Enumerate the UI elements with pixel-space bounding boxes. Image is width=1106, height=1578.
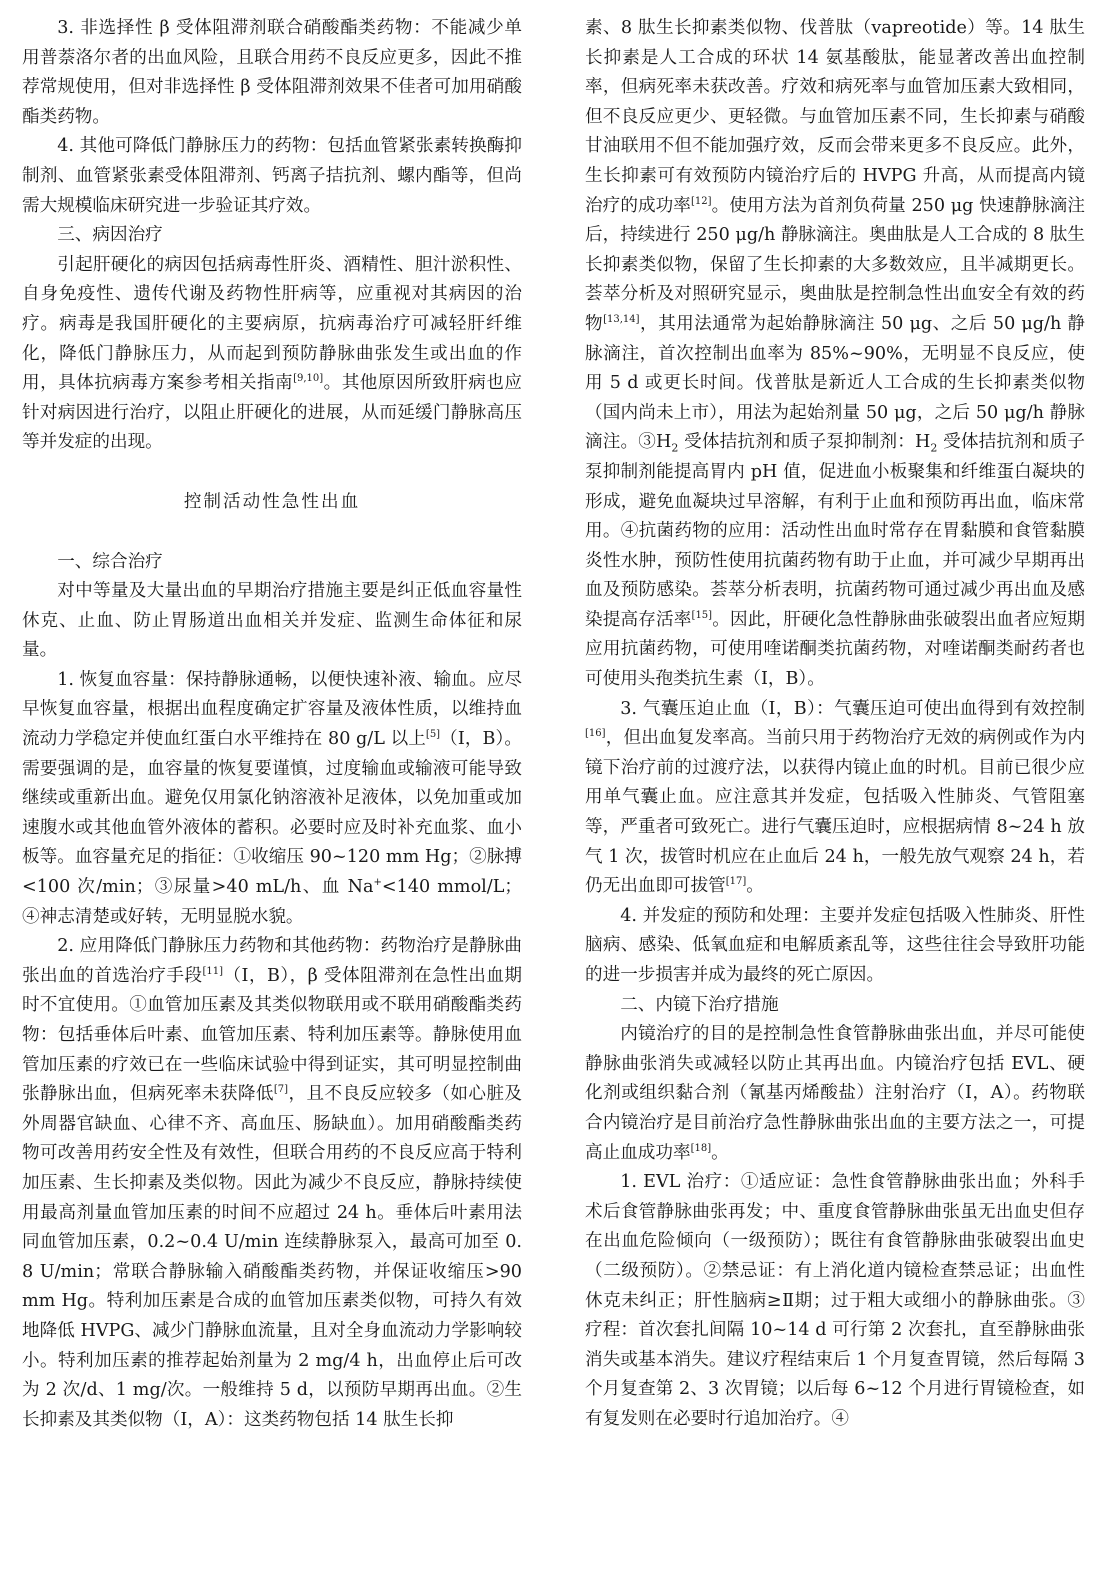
heading-general-treatment: 一、综合治疗 <box>57 551 163 572</box>
spacer <box>22 518 522 548</box>
citation-13-14: [13,14] <box>603 314 640 326</box>
citation-9-10: [9,10] <box>293 373 324 385</box>
citation-12: [12] <box>690 195 712 207</box>
left-column <box>22 14 522 1435</box>
citation-16: [16] <box>585 728 606 740</box>
paragraph-somatostatin-continued: 素、8 肽生长抑素类似物、伐普肽（vapreotide）等。14 肽生长抑素是人工合成的环状 14 氨基酸肽，能显著改善出血控制率，但病死率未获改善。疗效和病死率与血管加压素大致相同，但不良反应更少、更轻微。与血管加压素不同，生长抑素与硝酸甘油联用不但不能加强疗效，反而会带来更多不良反应。此外，生长抑素可有效预防内镜治疗后的 HVPG 升高，从而提高内镜治疗的成功率[12]。使用方法为首剂负荷量 250 μg 快速静脉滴注后，持续进行 250 μg/h 静脉滴注。奥曲肽是人工合成的 8 肽生长抑素类似物，保留了生长抑素的大多数效应，且半减期更长。荟萃分析及对照研究显示，奥曲肽是控制急性出血安全有效的药物[13,14]，其用法通常为起始静脉滴注 50 μg、之后 50 μg/h 静脉滴注，首次控制出血率为 85%~90%，无明显不良反应，使用 5 d 或更长时间。伐普肽是新近人工合成的生长抑素类似物（国内尚未上市），用法为起始剂量 50 μg，之后 50 μg/h 静脉滴注。$③H_2$ 受体拮抗剂和质子泵抑制剂：$H_2$ 受体拮抗剂和质子泵抑制剂能提高胃内 pH 值，促进血小板聚集和纤维蛋白凝块的形成，避免血凝块过早溶解，有利于止血和预防再出血，临床常用。④抗菌药物的应用：活动性出血时常存在胃黏膜和食管黏膜炎性水肿，预防性使用抗菌药物有助于止血，并可减少早期再出血及预防感染。荟萃分析表明，抗菌药物可通过减少再出血及感染提高存活率[15]。因此，肝硬化急性静脉曲张破裂出血者应短期应用抗菌药物，可使用喹诺酮类抗菌药物，对喹诺酮类耐药者也可使用头孢类抗生素（Ⅰ，B）。 <box>585 18 1086 690</box>
paragraph-etiology: 引起肝硬化的病因包括病毒性肝炎、酒精性、胆汁淤积性、自身免疫性、遗传代谢及药物性肝病等，应重视对其病因的治疗。病毒是我国肝硬化的主要病原，抗病毒治疗可减轻肝纤维化，降低门静脉压力，从而起到预防静脉曲张发生或出血的作用，具体抗病毒方案参考相关指南[9,10]。其他原因所致肝病也应针对病因进行治疗，以阻止肝硬化的进展，从而延缓门静脉高压等并发症的出现。 <box>22 254 522 453</box>
spacer <box>22 458 522 488</box>
right-column <box>585 14 1085 1435</box>
paragraph-balloon-tamponade: 3. 气囊压迫止血（Ⅰ，B）：气囊压迫可使出血得到有效控制[16]，但出血复发率高。当前只用于药物治疗无效的病例或作为内镜下治疗前的过渡疗法，以获得内镜止血的时机。目前已很少应用单气囊止血。应注意其并发症，包括吸入性肺炎、气管阻塞等，严重者可致死亡。进行气囊压迫时，应根据病情 8~24 h 放气 1 次，拔管时机应在止血后 24 h，一般先放气观察 24 h，若仍无出血即可拔管[17]。 <box>585 698 1085 897</box>
citation-7: [7] <box>273 1084 289 1096</box>
section-title-control-bleeding: 控制活动性急性出血 <box>183 491 361 512</box>
citation-5: [5] <box>425 729 441 741</box>
citation-17: [17] <box>725 876 747 888</box>
subscript-2: 2 <box>930 441 938 455</box>
paragraph-other-drugs: 4. 其他可降低门静脉压力的药物：包括血管紧张素转换酶抑制剂、血管紧张素受体阻滞剂、钙离子拮抗剂、螺内酯等，但尚需大规模临床研究进一步验证其疗效。 <box>22 136 522 216</box>
paragraph-early-treatment: 对中等量及大量出血的早期治疗措施主要是纠正低血容量性休克、止血、防止胃肠道出血相关并发症、监测生命体征和尿量。 <box>22 581 522 661</box>
heading-etiology-treatment: 三、病因治疗 <box>57 225 163 246</box>
paragraph-endoscopic-goal: 内镜治疗的目的是控制急性食管静脉曲张出血，并尽可能使静脉曲张消失或减轻以防止其再出血。内镜治疗包括 EVL、硬化剂或组织黏合剂（氰基丙烯酸盐）注射治疗（Ⅰ，A）。药物联合内镜治疗是目前治疗急性静脉曲张出血的主要方法之一，可提高止血成功率[18]。 <box>585 1024 1085 1163</box>
citation-11: [11] <box>202 965 224 977</box>
paragraph-complications: 4. 并发症的预防和处理：主要并发症包括吸入性肺炎、肝性脑病、感染、低氧血症和电解质紊乱等，这些往往会导致肝功能的进一步损害并成为最终的死亡原因。 <box>585 905 1085 985</box>
citation-18: [18] <box>690 1142 712 1154</box>
paragraph-beta-blocker-nitrate: 3. 非选择性 β 受体阻滞剂联合硝酸酯类药物：不能减少单用普萘洛尔者的出血风险，且联合用药不良反应更多，因此不推荐常规使用，但对非选择性 β 受体阻滞剂效果不佳者可加用硝酸酯类药物。 <box>22 18 522 127</box>
heading-endoscopic-treatment: 二、内镜下治疗措施 <box>620 994 779 1015</box>
subscript-2: 2 <box>671 441 679 455</box>
paragraph-restore-volume: 1. 恢复血容量：保持静脉通畅，以便快速补液、输血。应尽早恢复血容量，根据出血程度确定扩容量及液体性质，以维持血流动力学稳定并使血红蛋白水平维持在 80 g/L 以上[5]（Ⅰ，B）。需要强调的是，血容量的恢复要谨慎，过度输血或输液可能导致继续或重新出血。避免仅用氯化钠溶液补足液体，以免加重或加速腹水或其他血管外液体的蓄积。必要时应及时补充血浆、血小板等。血容量充足的指征：①收缩压 90~120 mm Hg；②脉搏<100 次/min；③尿量>40 mL/h、血 Na+<140 mmol/L；④神志清楚或好转，无明显脱水貌。 <box>22 669 522 927</box>
paragraph-evl-treatment: 1. EVL 治疗：①适应证：急性食管静脉曲张出血；外科手术后食管静脉曲张再发；中、重度食管静脉曲张虽无出血史但存在出血危险倾向（一级预防）；既往有食管静脉曲张破裂出血史（二级预防）。②禁忌证：有上消化道内镜检查禁忌证；出血性休克未纠正；肝性脑病≥Ⅱ期；过于粗大或细小的静脉曲张。③疗程：首次套扎间隔 10~14 d 可行第 2 次套扎，直至静脉曲张消失或基本消失。建议疗程结束后 1 个月复查胃镜，然后每隔 3 个月复查第 2、3 次胃镜；以后每 6~12 个月进行胃镜检查，如有复发则在必要时行追加治疗。④ <box>585 1172 1085 1429</box>
superscript-plus: + <box>373 877 382 889</box>
paragraph-portal-pressure-drugs: 2. 应用降低门静脉压力药物和其他药物：药物治疗是静脉曲张出血的首选治疗手段[11]（Ⅰ，B），β 受体阻滞剂在急性出血期时不宜使用。①血管加压素及其类似物联用或不联用硝酸酯类药物：包括垂体后叶素、血管加压素、特利加压素等。静脉使用血管加压素的疗效已在一些临床试验中得到证实，其可明显控制曲张静脉出血，但病死率未获降低[7]，且不良反应较多（如心脏及外周器官缺血、心律不齐、高血压、肠缺血）。加用硝酸酯类药物可改善用药安全性及有效性，但联合用药的不良反应高于特利加压素、生长抑素及类似物。因此为减少不良反应，静脉持续使用最高剂量血管加压素的时间不应超过 24 h。垂体后叶素用法同血管加压素，0.2~0.4 U/min 连续静脉泵入，最高可加至 0.8 U/min；常联合静脉输入硝酸酯类药物，并保证收缩压>90 mm Hg。特利加压素是合成的血管加压素类似物，可持久有效地降低 HVPG、减少门静脉血流量，且对全身血流动力学影响较小。特利加压素的推荐起始剂量为 2 mg/4 h，出血停止后可改为 2 次/d、1 mg/次。一般维持 5 d，以预防早期再出血。②生长抑素及其类似物（Ⅰ，A）：这类药物包括 14 肽生长抑 <box>22 936 522 1430</box>
citation-15: [15] <box>691 610 713 622</box>
